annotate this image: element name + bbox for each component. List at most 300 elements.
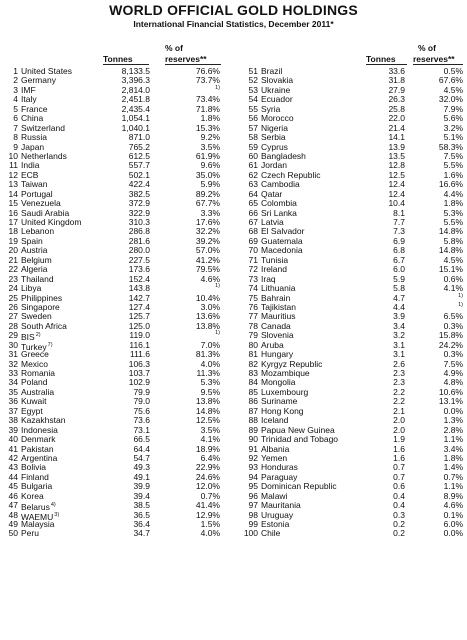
row-tonnes: 39.4 [133,490,150,501]
row-country-footnote: 3) [54,511,60,518]
row-rank: 58 [248,132,258,143]
row-tonnes: 227.5 [128,254,150,265]
row-pct-reserves: 4.5% [443,84,463,95]
row-country-label: Yemen [261,452,288,463]
row-country-footnote: 7) [47,341,53,348]
row-tonnes: 3.1 [393,339,405,350]
row-country-label: Canada [261,320,291,331]
row-rank: 34 [8,377,18,388]
row-tonnes: 3,396.3 [121,75,150,86]
row-rank: 30 [8,339,18,350]
row-country-label: Singapore [21,301,60,312]
row-pct-reserves: 18.9% [195,443,220,454]
row-country-label: Spain [21,235,43,246]
row-pct-reserves: 0.1% [443,509,463,520]
row-rank: 28 [8,320,18,331]
row-pct-reserves: 32.0% [438,94,463,105]
row-tonnes: 8,133.5 [121,66,150,76]
row-rank: 10 [8,150,18,161]
row-rank: 48 [8,509,18,520]
row-tonnes: 2.0 [393,424,405,435]
row-rank: 23 [8,273,18,284]
row-rank: 63 [248,179,258,190]
row-tonnes: 0.4 [393,500,405,511]
row-rank: 73 [248,273,258,284]
row-country-label: South Africa [21,320,67,331]
row-pct-reserves: 0.7% [200,490,220,501]
row-tonnes: 0.3 [393,509,405,520]
row-country-label: Slovenia [261,330,294,341]
row-tonnes: 2.3 [393,377,405,388]
row-pct-reserves: 73.7% [195,75,220,86]
row-pct-reserves: 17.6% [195,217,220,227]
row-tonnes: 2,814.0 [121,84,150,95]
row-rank: 7 [13,122,18,133]
right-header-tonnes: Tonnes [366,54,396,64]
row-tonnes: 34.7 [133,528,150,539]
row-rank: 84 [248,377,258,388]
row-pct-reserves: 5.5% [443,217,463,227]
row-rank: 32 [8,358,18,369]
row-tonnes: 25.8 [388,103,405,114]
row-tonnes: 125.7 [128,311,150,322]
row-country-label: Qatar [261,188,283,199]
row-pct-reserves: 13.6% [195,311,220,322]
row-pct-reserves: 9.5% [200,386,220,397]
row-tonnes: 13.5 [388,150,405,161]
row-country-label: El Salvador [261,226,305,237]
row-rank: 77 [248,311,258,322]
row-country-label: Sri Lanka [261,207,297,218]
row-tonnes: 871.0 [128,132,150,143]
row-country-label: Bolivia [21,462,47,473]
row-country-label: Serbia [261,132,286,143]
row-pct-reserves: 8.9% [443,490,463,501]
row-rank: 40 [8,434,18,445]
row-country [21,322,67,331]
row-tonnes: 2.1 [393,405,405,416]
row-tonnes: 36.4 [133,519,150,529]
row-country-label: Iceland [261,415,289,426]
row-pct-reserves: 1.8% [443,452,463,463]
row-tonnes: 310.3 [128,217,150,227]
row-tonnes: 3.9 [393,311,405,322]
row-pct-reserves: 2.8% [443,424,463,435]
row-rank: 65 [248,198,258,209]
row-tonnes: 73.1 [133,424,150,435]
row-country-label: Chile [261,528,281,539]
row-country-label: Ireland [261,264,287,275]
row-rank: 6 [13,113,18,124]
row-pct-reserves: 24.2% [438,339,463,350]
row-rank: 98 [248,509,258,520]
row-rank: 60 [248,150,258,161]
row-rank: 96 [248,490,258,501]
row-country-label: Latvia [261,217,284,227]
row-country-label: Thailand [21,273,54,284]
row-tonnes: 1.9 [393,434,405,445]
row-country-label: Sweden [21,311,52,322]
row-rank: 54 [248,94,258,105]
row-pct-reserves: 7.5% [443,358,463,369]
row-tonnes: 111.6 [129,349,150,360]
row-rank: 97 [248,500,258,511]
row-rank: 79 [248,330,258,341]
row-pct-reserves: 0.5% [443,66,463,76]
table-row [0,330,230,343]
row-pct-reserves: 13.8% [195,396,220,407]
row-tonnes: 31.8 [388,75,405,86]
row-tonnes: 10.4 [388,198,405,209]
row-pct-reserves: 4.5% [443,254,463,265]
row-country-label: India [21,160,40,171]
row-pct-reserves: 32.2% [195,226,220,237]
row-rank: 55 [248,103,258,114]
row-tonnes: 6.0 [393,264,405,275]
row-country-label: Colombia [261,198,297,209]
row-pct-reserves: 4.1% [200,434,220,445]
row-country [21,492,44,501]
row-rank: 17 [8,217,18,227]
row-tonnes: 322.9 [128,207,150,218]
row-rank: 93 [248,462,258,473]
row-rank: 61 [248,160,258,171]
row-rank: 76 [248,301,258,312]
row-tonnes: 1.6 [393,452,405,463]
row-pct-reserves: 16.6% [438,179,463,190]
row-tonnes: 612.5 [128,150,150,161]
row-tonnes: 7.7 [393,217,405,227]
row-country-label: Papua New Guinea [261,424,335,435]
row-pct-reserves: 12.0% [195,481,220,492]
row-tonnes: 79.0 [133,396,150,407]
row-tonnes: 75.6 [133,405,150,416]
row-tonnes: 1,040.1 [121,122,150,133]
row-tonnes: 0.6 [393,481,405,492]
row-tonnes: 286.8 [128,226,150,237]
row-rank: 89 [248,424,258,435]
row-country-label: Pakistan [21,443,54,454]
row-tonnes: 6.7 [393,254,405,265]
row-country-label: Saudi Arabia [21,207,70,218]
row-tonnes: 6.9 [393,235,405,246]
page-title: WORLD OFFICIAL GOLD HOLDINGS [109,2,358,18]
row-country-label: Dominican Republic [261,481,337,492]
row-country [21,529,39,538]
row-country-label: Estonia [261,519,290,529]
row-country-label: Guatemala [261,235,303,246]
row-rank: 29 [8,330,18,341]
row-tonnes: 103.7 [128,368,150,378]
row-tonnes: 280.0 [128,245,150,256]
row-tonnes: 79.9 [133,386,150,397]
row-pct-reserves: 15.8% [438,330,463,341]
row-rank: 36 [8,396,18,407]
row-tonnes: 5.8 [393,283,405,294]
row-country-label: Kuwait [21,396,47,407]
row-tonnes: 143.8 [128,283,150,294]
row-pct-reserves: 6.4% [200,452,220,463]
row-country-label: Italy [21,94,37,105]
row-pct-reserves: 71.8% [195,103,220,114]
row-tonnes: 3.2 [393,330,405,341]
row-pct-reserves: 0.6% [443,273,463,284]
row-rank: 80 [248,339,258,350]
row-pct-reserves: 5.3% [200,377,220,388]
row-country-label: United Kingdom [21,217,82,227]
row-country-label: Tunisia [261,254,289,265]
row-rank: 9 [13,141,18,152]
row-pct-reserves: 9.2% [200,132,220,143]
row-pct-reserves: 1) [458,292,463,299]
row-pct-reserves: 3.3% [200,207,220,218]
row-country-label: Morocco [261,113,294,124]
row-country-label: Macedonia [261,245,303,256]
row-pct-reserves: 10.6% [438,386,463,397]
row-rank: 70 [248,245,258,256]
row-rank: 74 [248,283,258,294]
row-rank: 57 [248,122,258,133]
row-pct-reserves: 57.0% [195,245,220,256]
row-rank: 75 [248,292,258,303]
row-pct-reserves: 3.2% [443,122,463,133]
row-tonnes: 14.1 [388,132,405,143]
row-rank: 90 [248,434,258,445]
row-country-label: Portugal [21,188,53,199]
row-rank: 5 [13,103,18,114]
row-pct-reserves: 3.5% [200,141,220,152]
row-pct-reserves: 5.8% [443,235,463,246]
row-country-label: Austria [21,245,48,256]
row-rank: 56 [248,113,258,124]
row-pct-reserves: 3.0% [200,301,220,312]
row-country-label: Libya [21,283,42,294]
row-country-label: Kyrgyz Republic [261,358,323,369]
row-tonnes: 422.4 [128,179,150,190]
row-country-label: Luxembourg [261,386,309,397]
row-tonnes: 4.4 [393,301,405,312]
row-country-label: Czech Republic [261,169,321,180]
row-pct-reserves: 4.6% [443,500,463,511]
row-tonnes: 2.6 [393,358,405,369]
row-country-label: Paraguay [261,471,298,482]
row-pct-reserves: 7.9% [443,103,463,114]
row-tonnes: 2.3 [393,368,405,378]
row-rank: 13 [8,179,18,190]
row-pct-reserves: 79.5% [195,264,220,275]
row-country-label: Russia [21,132,47,143]
row-tonnes: 12.5 [388,169,405,180]
row-rank: 33 [8,368,18,378]
row-tonnes: 2.2 [393,386,405,397]
row-tonnes: 1.6 [393,443,405,454]
row-rank: 51 [248,66,258,76]
row-tonnes: 116.1 [129,339,150,350]
row-country-label: Cambodia [261,179,300,190]
row-country-label: Belarus [21,501,50,512]
row-rank: 3 [13,84,18,95]
row-country-label: Venezuela [21,198,61,209]
row-pct-reserves: 41.2% [195,254,220,265]
row-country-label: Egypt [21,405,43,416]
row-tonnes: 13.9 [388,141,405,152]
row-pct-reserves: 89.2% [195,188,220,199]
row-pct-reserves: 6.5% [443,311,463,322]
row-pct-reserves: 3.4% [443,443,463,454]
row-country-label: China [21,113,44,124]
row-pct-reserves: 6.0% [443,519,463,529]
row-country-label: Cyprus [261,141,288,152]
row-tonnes: 102.9 [128,377,150,388]
row-pct-reserves: 24.6% [195,471,220,482]
row-pct-reserves: 1.1% [443,481,463,492]
row-rank: 87 [248,405,258,416]
row-rank: 38 [8,415,18,426]
row-rank: 8 [13,132,18,143]
row-country-label: Greece [21,349,49,360]
row-rank: 19 [8,235,18,246]
row-country-label: IMF [21,84,36,95]
row-pct-reserves: 5.5% [443,160,463,171]
row-rank: 15 [8,198,18,209]
row-tonnes: 26.3 [388,94,405,105]
row-tonnes: 173.6 [128,264,150,275]
row-pct-reserves: 0.7% [443,471,463,482]
row-rank: 45 [8,481,18,492]
row-pct-reserves: 22.9% [195,462,220,473]
row-country-label: Iraq [261,273,276,284]
row-pct-reserves: 67.7% [195,198,220,209]
row-rank: 20 [8,245,18,256]
row-country [261,529,280,538]
left-table [0,67,230,539]
row-tonnes: 0.7 [393,462,405,473]
row-tonnes: 7.3 [393,226,405,237]
row-rank: 18 [8,226,18,237]
row-country-label: Mexico [21,358,48,369]
row-pct-reserves: 1.4% [443,462,463,473]
row-country-label: Trinidad and Tobago [261,434,339,445]
row-pct-reserves: 81.3% [195,349,220,360]
row-pct-reserves: 5.3% [443,207,463,218]
row-rank: 22 [8,264,18,275]
row-country-label: Mongolia [261,377,296,388]
row-rank: 83 [248,368,258,378]
row-tonnes: 125.0 [128,320,150,331]
row-tonnes: 0.2 [393,519,405,529]
row-tonnes: 8.1 [393,207,405,218]
row-pct-reserves: 1.1% [443,434,463,445]
row-pct-reserves: 4.8% [443,377,463,388]
row-rank: 95 [248,481,258,492]
row-pct-reserves: 4.9% [443,368,463,378]
row-country-label: Romania [21,368,56,378]
row-rank: 82 [248,358,258,369]
row-rank: 88 [248,415,258,426]
row-country-label: BIS [21,332,35,343]
row-tonnes: 106.3 [128,358,150,369]
row-country-label: Albania [261,443,290,454]
table-row [240,529,467,538]
row-rank: 25 [8,292,18,303]
row-pct-reserves: 76.6% [195,66,220,76]
row-pct-reserves: 14.8% [438,245,463,256]
row-country-label: Mozambique [261,368,310,378]
row-country-label: Jordan [261,160,287,171]
row-rank: 91 [248,443,258,454]
left-header-pct-line1: % of [165,43,183,53]
row-pct-reserves: 1) [458,301,463,308]
row-pct-reserves: 4.1% [443,283,463,294]
left-header-rule-tonnes [103,64,149,65]
row-country-label: Hungary [261,349,294,360]
row-country-label: Belgium [21,254,52,265]
row-country-label: Peru [21,528,39,539]
row-tonnes: 372.9 [128,198,150,209]
row-country-label: Germany [21,75,56,86]
page-subtitle: International Financial Statistics, December 2011* [133,19,334,29]
row-country-label: Australia [21,386,55,397]
row-tonnes: 4.7 [393,292,405,303]
row-country-label: ECB [21,169,39,180]
row-rank: 62 [248,169,258,180]
row-rank: 31 [8,349,18,360]
row-pct-reserves: 15.1% [438,264,463,275]
row-country-label: Hong Kong [261,405,304,416]
row-country-label: Suriname [261,396,298,407]
row-tonnes: 39.9 [133,481,150,492]
row-pct-reserves: 61.9% [195,150,220,161]
row-pct-reserves: 1.8% [200,113,220,124]
row-country-label: Taiwan [21,179,48,190]
row-country-label: Bangladesh [261,150,306,161]
row-rank: 24 [8,283,18,294]
row-tonnes: 0.4 [393,490,405,501]
row-tonnes: 64.4 [133,443,150,454]
row-country-label: Netherlands [21,150,67,161]
row-country-footnote: 4) [50,502,56,509]
right-header-pct-line1: % of [418,43,436,53]
row-tonnes: 2,451.8 [121,94,150,105]
row-rank: 85 [248,386,258,397]
row-country-label: Lebanon [21,226,55,237]
row-rank: 11 [9,160,18,171]
row-rank: 66 [248,207,258,218]
row-tonnes: 22.0 [388,113,405,124]
row-rank: 72 [248,264,258,275]
row-country-label: Indonesia [21,424,58,435]
row-country-label: Korea [21,490,44,501]
row-pct-reserves: 4.0% [200,528,220,539]
row-pct-reserves: 1) [215,84,220,91]
row-tonnes: 2.0 [393,415,405,426]
row-pct-reserves: 10.4% [195,292,220,303]
row-country-label: Lithuania [261,283,296,294]
row-pct-reserves: 4.6% [200,273,220,284]
row-rank: 67 [248,217,258,227]
row-country-label: Tajikistan [261,301,296,312]
row-country-label: Algeria [21,264,48,275]
left-header-rule-pct [165,64,221,65]
row-tonnes: 0.7 [393,471,405,482]
row-country-label: Poland [21,377,48,388]
row-pct-reserves: 1) [215,330,220,337]
row-rank: 42 [8,452,18,463]
row-rank: 50 [8,528,18,539]
row-rank: 78 [248,320,258,331]
row-rank: 12 [8,169,18,180]
row-tonnes: 0.2 [393,528,405,539]
